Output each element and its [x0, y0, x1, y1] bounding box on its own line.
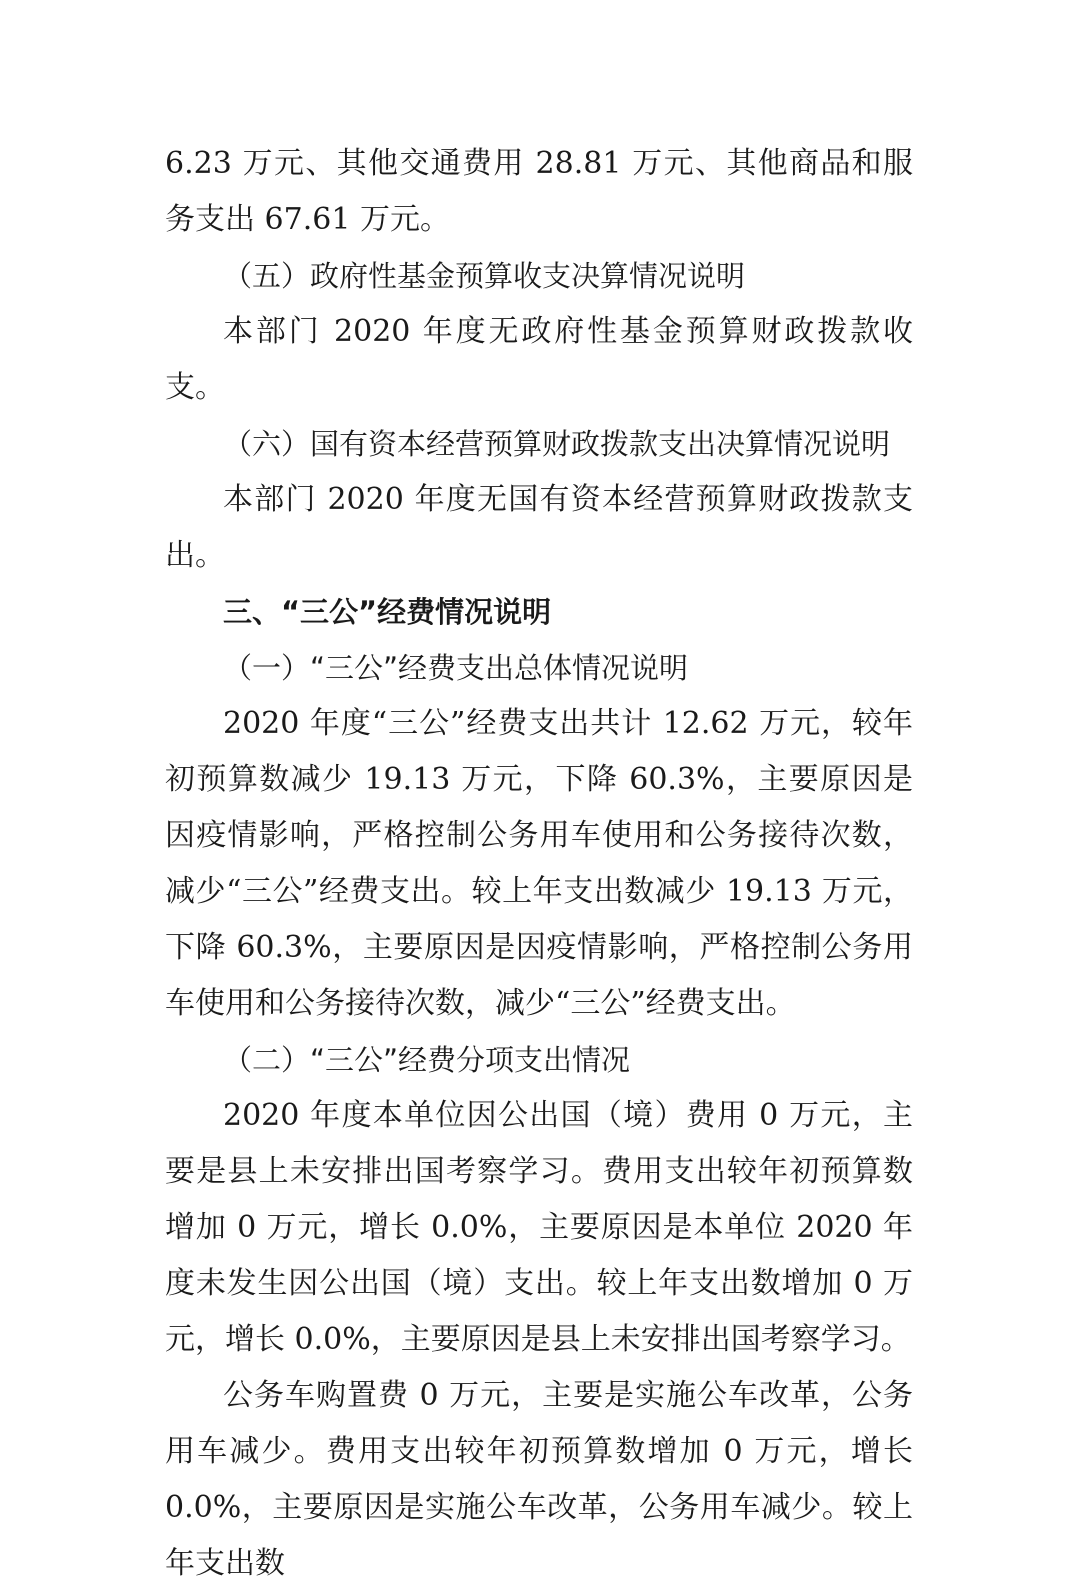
subheading-overall-expenses: （一）“三公”经费支出总体情况说明 [223, 651, 689, 685]
section-heading-state-capital: （六）国有资本经营预算财政拨款支出决算情况说明 [223, 427, 891, 461]
paragraph-state-capital: 本部门 2020 年度无国有资本经营预算财政拨款支出。 [165, 482, 913, 573]
paragraph-vehicle-purchase: 公务车购置费 0 万元，主要是实施公车改革，公务用车减少。费用支出较年初预算数增加 0 万元，增长 0.0%，主要原因是实施公车改革，公务用车减少。较上年支出数 [165, 1378, 913, 1581]
subheading-itemized-expenses: （二）“三公”经费分项支出情况 [223, 1043, 631, 1077]
section-heading-government-fund: （五）政府性基金预算收支决算情况说明 [223, 259, 746, 293]
paragraph-expense-continuation: 6.23 万元、其他交通费用 28.81 万元、其他商品和服务支出 67.61 万元。 [165, 146, 913, 237]
document-page [165, 136, 913, 1592]
paragraph-government-fund: 本部门 2020 年度无政府性基金预算财政拨款收支。 [165, 314, 913, 405]
paragraph-overseas-travel: 2020 年度本单位因公出国（境）费用 0 万元，主要是县上未安排出国考察学习。费用支出较年初预算数增加 0 万元，增长 0.0%，主要原因是本单位 2020 年度未发生因公出国（境）支出。较上年支出数增加 0 万元，增长 0.0%，主要原因是县上未安排出国考察学习。 [165, 1098, 913, 1357]
paragraph-overall-expenses: 2020 年度“三公”经费支出共计 12.62 万元，较年初预算数减少 19.13 万元，下降 60.3%，主要原因是因疫情影响，严格控制公务用车使用和公务接待次数，减少“三公”经费支出。较上年支出数减少 19.13 万元，下降 60.3%，主要原因是因疫情影响，严格控制公务用车使用和公务接待次数，减少“三公”经费支出。 [165, 706, 913, 1021]
part-heading-three-public-expenses: 三、“三公”经费情况说明 [223, 595, 552, 629]
